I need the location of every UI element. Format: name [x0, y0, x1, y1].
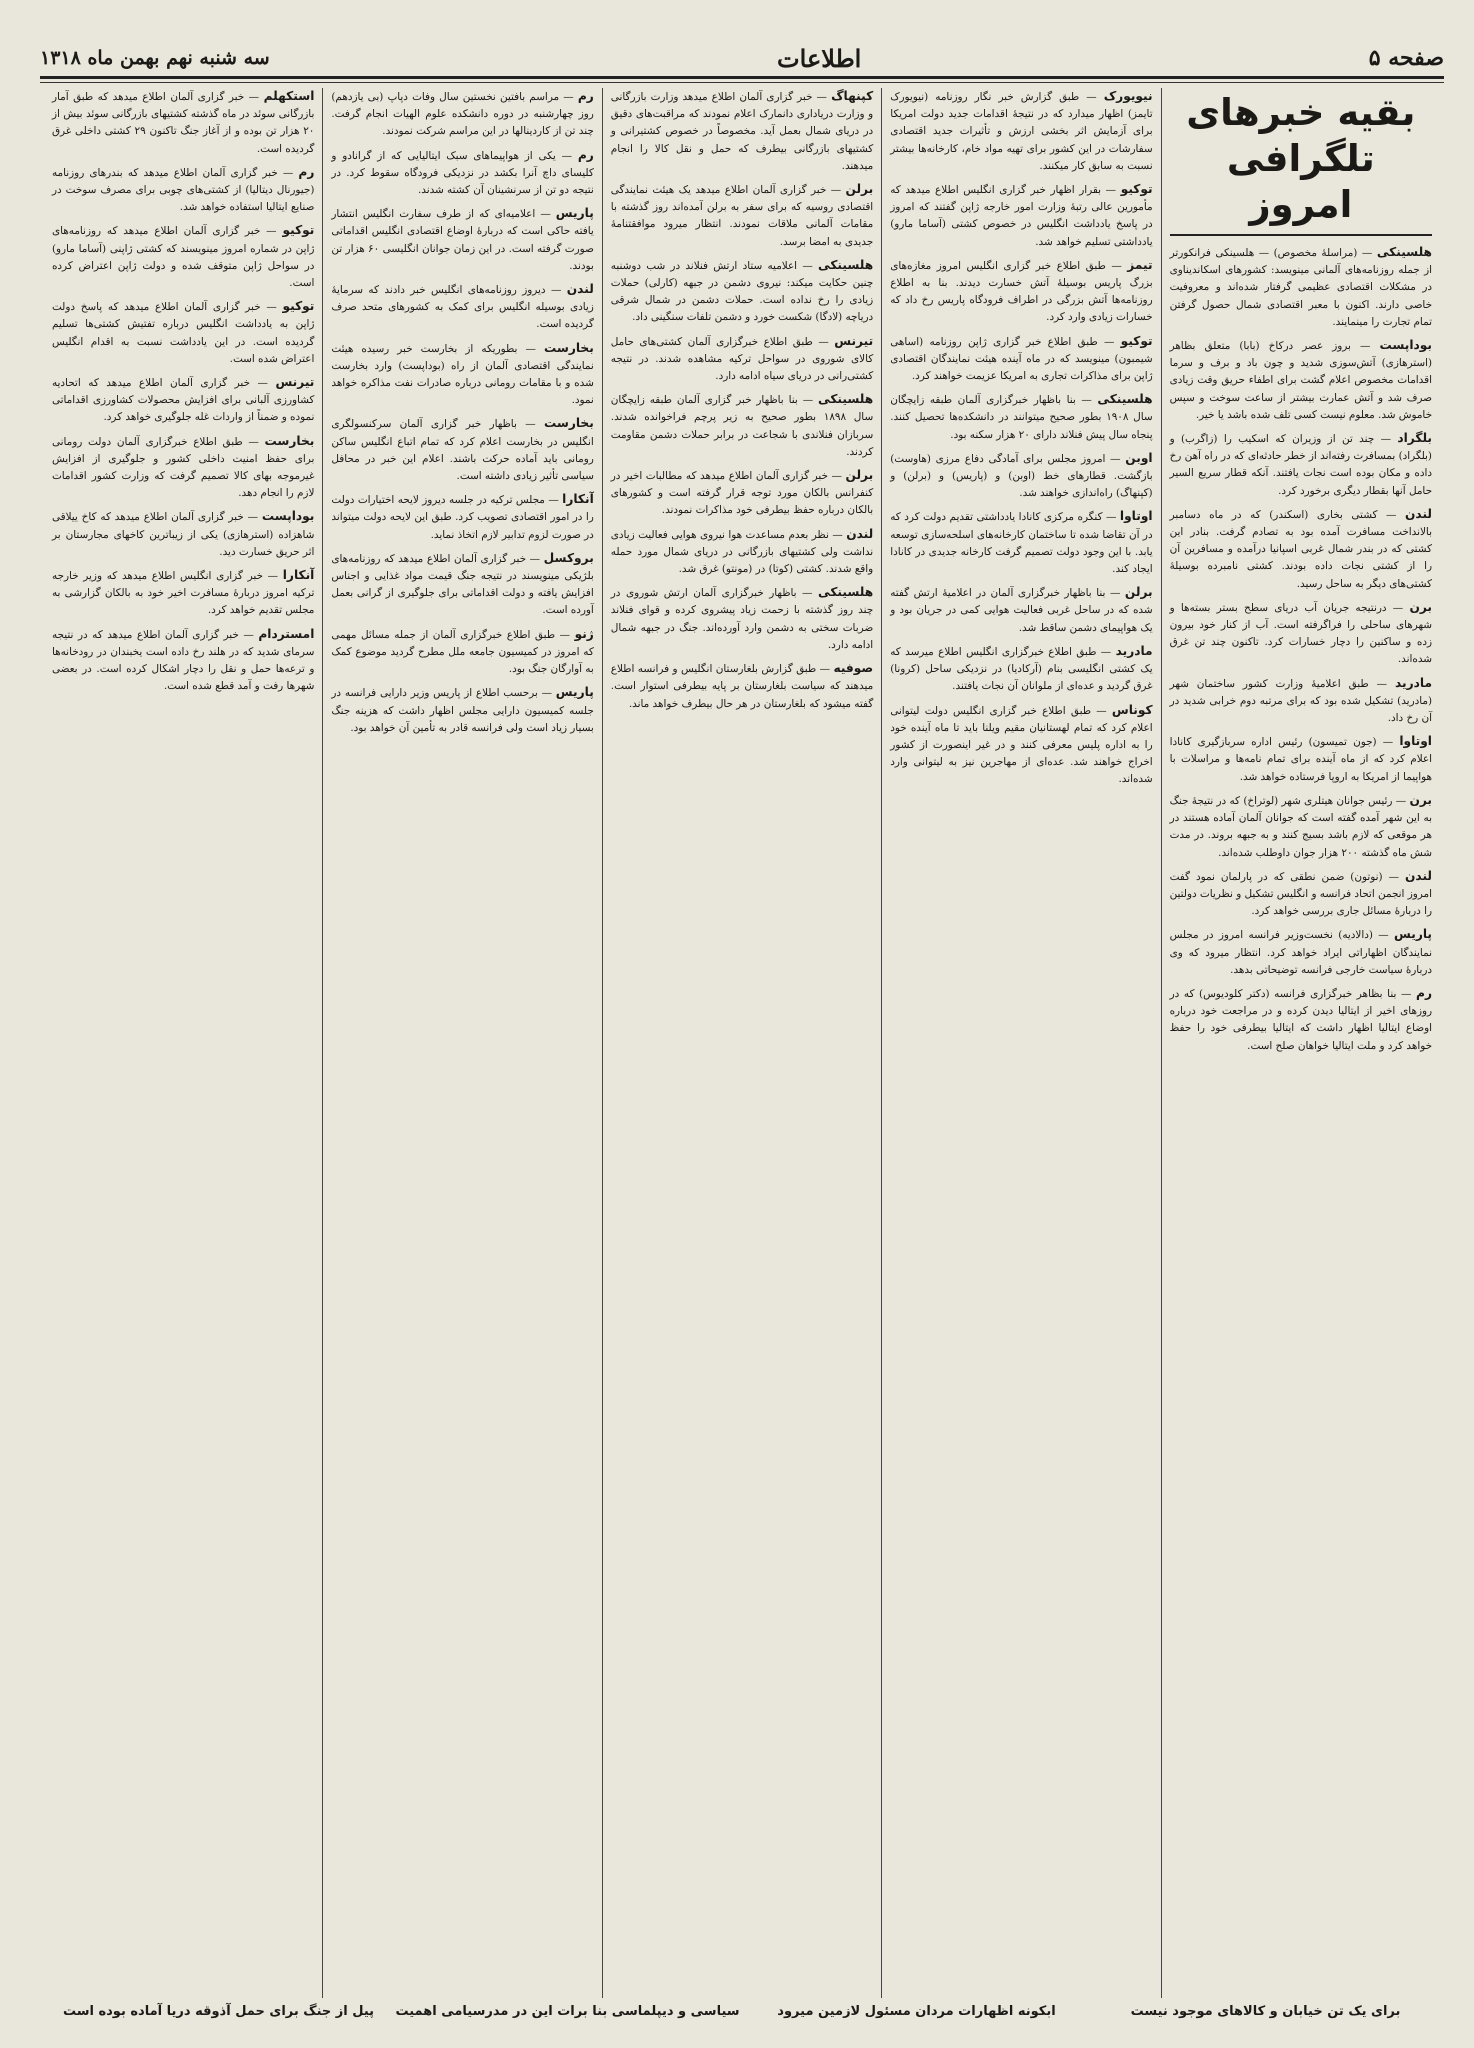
news-body: درنتیجه جریان آب دریای سطح بستر بسته‌ها و شهرهای ساحلی را فراگرفته است. آب از کنار خود بیرون زده و ساکنین را دچار خسارات کرد. تاکنون چند تن غرق شده‌اند.	[1169, 601, 1432, 666]
news-item	[1170, 675, 1432, 728]
news-body: بطوریکه از بخارست خبر رسیده هیئت نمایندگی اقتصادی آلمان از راه (بوداپست) وارد بخارست شده و با مقامات رومانی درباره صادرات نفت مذاکره خواهد نمود.	[331, 342, 594, 407]
news-body: خبر گزاری آلمان اطلاع میدهد که روزنامه‌های ژاپن در شماره امروز مینویسند که کشتی ژاپنی (آساما مارو) در سواحل ژاپن متوقف شده و دولت ژاپن اعتراض کرده است.	[51, 225, 315, 290]
dateline-separator: —	[816, 663, 834, 676]
news-body: باظهار خبر گزاری آلمان سرکنسولگری انگلیس در بخارست اعلام کرد که تمام اتباع انگلیس ساکن رومانی باید آماده حرکت باشند. اعلام این خبر در محافل سیاسی تأثیر زیادی داشته است.	[331, 418, 594, 483]
news-dateline: اوتاوا	[1399, 734, 1432, 749]
news-body: خبر گزاری آلمان اطلاع میدهد که مطالبات اخیر در کنفرانس بالکان مورد توجه قرار گرفته است و کشورهای بالکان درباره حفظ بیطرفی خود مذاکرات نمودند.	[610, 470, 874, 517]
news-dateline: امستردام	[258, 626, 315, 641]
dateline-separator: —	[526, 552, 544, 565]
news-dateline: بوداپست	[1379, 338, 1433, 353]
news-item	[890, 643, 1152, 696]
news-dateline: هلسینکی	[1376, 245, 1433, 259]
news-body: (جون تمیسون) رئیس اداره سربازگیری کانادا اعلام کرد که از ماه آینده برای تمام نامه‌ها و مراسلات با هواپیما از امریکا به اروپا فرستاده خواهد شد.	[1169, 736, 1432, 783]
news-item	[611, 257, 873, 327]
dateline-separator: —	[797, 259, 818, 272]
news-item	[1170, 506, 1432, 593]
news-body: خبر گزاری آلمان اطلاع میدهد که روزنامه‌های بلژیکی مینویسند در نتیجه جنگ قیمت مواد غذایی و اجناس افزایش یافته و دولت اقداماتی برای جلوگیری از گرانی بعمل آورده است.	[331, 552, 594, 617]
news-body: یکی از هواپیماهای سبک ایتالیایی که از گرانادو و کلیسای داچ آنرا بکشد در نزدیکی فرودگاه سقوط کرد. در نتیجه دو تن از سرنشینان آن کشته شدند.	[331, 149, 594, 197]
news-body: طبق گزارش بلغارستان انگلیس و فرانسه اطلاع میدهند که سیاست بلغارستان بر پایه بیطرفی استوار است. گفته میشود که بلغارستان در هر حال بیطرف خواهد ماند.	[610, 663, 874, 710]
news-body: چند تن از وزیران که اسکیب را (زاگرب) و (بلگراد) بمسافرت رفته‌اند از خطر حادثه‌ای که در راه آهن رخ داده و مکان بوده است نجات یافتند. آنکه قطار سریع السیر حامل آنها بقطار دیگری برخورد کرد.	[1169, 433, 1432, 497]
bottom-headline: پیل از جنگ برای حمل آذوقه دریا آماده بوده است	[62, 2004, 375, 2019]
news-item	[890, 584, 1152, 637]
dateline-separator: —	[1392, 794, 1410, 807]
news-item	[331, 147, 593, 200]
dateline-separator: —	[826, 184, 846, 197]
news-dateline: کوناس	[1111, 702, 1153, 717]
issue-date: سه شنبه نهم بهمن ماه ۱۳۱۸	[40, 47, 270, 69]
dateline-separator: —	[243, 511, 262, 524]
dateline-separator: —	[1097, 335, 1121, 348]
dateline-separator: —	[1090, 704, 1112, 717]
news-item	[611, 391, 873, 461]
news-dateline: لندن	[1405, 506, 1433, 521]
news-item	[52, 298, 314, 368]
news-dateline: اوبن	[1125, 450, 1153, 465]
news-dateline: توکیو	[282, 299, 315, 314]
dateline-separator: —	[238, 628, 259, 641]
news-body: خبر گزاری انگلیس اطلاع میدهد که وزیر خارجه ترکیه امروز دربارهٔ مسافرت اخیر خود به بالکان گزارشی به مجلس تقدیم خواهد کرد.	[51, 570, 315, 617]
news-dateline: تیمز	[1127, 257, 1153, 272]
news-body: بنا بظاهر خبرگزاری فرانسه (دکتر کلودیوس) که در روزهای اخیر از ایتالیا دیدن کرده و در مراجعت خود درباره اوضاع ایتالیا اظهار داشت که ایتالیا بیطرفی خود را حفظ خواهد کرد و ملت ایتالیا خواهان صلح است.	[1169, 987, 1432, 1052]
dateline-separator: —	[1368, 677, 1395, 690]
news-item	[52, 374, 314, 427]
dateline-separator: —	[1377, 508, 1406, 521]
news-dateline: تیرنس	[834, 333, 874, 348]
news-item	[611, 181, 873, 251]
news-item	[331, 684, 593, 737]
news-body: بنا باظهار خبر گزاری آلمان طبقه زایچگان سال ۱۸۹۸ بطور صحیح به زیر پرچم فراخوانده شدند. سربازان فنلاندی با شجاعت در برابر حملات دشمن مقاومت کردند.	[610, 394, 874, 458]
news-item	[890, 702, 1152, 789]
news-dateline: لندن	[566, 282, 594, 297]
news-item	[1170, 792, 1432, 862]
dateline-separator: —	[797, 394, 818, 407]
column-3	[602, 88, 881, 1998]
news-dateline: پاریس	[555, 206, 594, 221]
news-item	[1170, 430, 1432, 500]
bottom-headline: ابکونه اظهارات مردان مسئول لازمین میرود	[777, 2004, 1056, 2019]
news-item	[611, 660, 873, 713]
dateline-separator: —	[260, 301, 283, 314]
news-item	[890, 88, 1152, 175]
news-dateline: هلسینکی	[1097, 392, 1153, 407]
news-body: برحسب اطلاع از پاریس وزیر دارایی فرانسه در جلسه کمیسیون دارایی مجلس اظهار داشت که هزینه جنگ بسیار زیاد است ولی فرانسه قادر به تأمین آن خواهد بود.	[331, 687, 594, 734]
news-dateline: بخارست	[543, 340, 594, 355]
news-dateline: برن	[1409, 599, 1432, 614]
dateline-separator: —	[537, 687, 556, 700]
news-body: طبق اعلامیهٔ وزارت کشور ساختمان شهر (مادرید) تشکیل شده بود که برای مرتبه دوم خرابی شدید در آن رخ داد.	[1169, 677, 1432, 725]
dateline-separator: —	[249, 377, 276, 390]
news-dateline: بروکسل	[543, 550, 594, 565]
news-dateline: مادرید	[1395, 675, 1433, 690]
news-dateline: برلن	[1124, 585, 1153, 600]
column-4	[322, 88, 601, 1998]
news-body: بنا باظهار خبرگزاری آلمان در اعلامیهٔ ارتش گفته شده که در ساحل غربی فعالیت هوایی کمی در جریان بود و یک هواپیمای دشمن ساقط شد.	[890, 587, 1153, 634]
dateline-separator: —	[812, 91, 832, 103]
news-item	[52, 164, 314, 217]
news-item	[331, 281, 593, 334]
news-item	[52, 433, 314, 503]
news-body: دیروز روزنامه‌های انگلیس خبر دادند که سرمایهٔ زیادی بوسیله انگلیس برای کمک به کشورهای متحد صرف گردیده است.	[331, 284, 594, 331]
news-body: خبر گزاری آلمان اطلاع میدهد که در نتیجه سرمای شدید که در هلند رخ داده است یخبندان در رودخانه‌ها و ترعه‌ها حمل و نقل را دچار اشکال کرده است. در بعضی شهرها رفت و آمد قطع شده است.	[51, 628, 315, 693]
news-item	[611, 333, 873, 386]
news-item	[331, 550, 593, 620]
news-body: رئیس جوانان هیتلری شهر (لوتراخ) که در نتیجهٔ جنگ به این شهر آمده گفته است که جوانان آلمان آماده هستند در هر موقعی که لازم باشد بسیج کنند و به جبهه بروند. در مدت شش ماه گذشته ۲۰۰ هزار جوان داوطلب شده‌اند.	[1169, 794, 1432, 859]
section-banner: بقیه خبرهای تلگرافی امروز	[1170, 90, 1432, 236]
news-dateline: استکهلم	[263, 89, 315, 103]
dateline-separator: —	[555, 628, 575, 641]
news-body: طبق اطلاع خبرگزاری آلمان دولت رومانی برای حفظ امنیت داخلی کشور و جلوگیری از افزایش غیرموجه بهای کالا تصمیم گرفت که وزارت کشور اقدامات لازم را انجام دهد.	[51, 435, 315, 500]
news-item	[1170, 926, 1432, 979]
news-dateline: هلسینکی	[817, 257, 874, 272]
news-dateline: بلگراد	[1397, 431, 1433, 446]
news-body: طبق اطلاع خبرگزاری انگلیس اطلاع میرسد که یک کشتی انگلیسی بنام (آرکادیا) در نزدیکی ساحل (کرونا) غرق گردید و عده‌ای از ملوانان آن نجات یافتند.	[890, 645, 1153, 693]
news-item	[611, 526, 873, 579]
news-body: کشتی بخاری (اسکندر) که در ماه دسامبر بالانداخت مسافرت آمده بود به تصادم گرفت. بنادر این کشتی که در بندر شمال غربی اسپانیا درآمده و مسافرین آن را از کشتی نجات داده بودند. کشتی نامبرده بوسیلهٔ کشتی‌های دیگر به ساحل رسید.	[1169, 508, 1432, 590]
news-dateline: لندن	[1405, 868, 1432, 883]
news-body: امروز مجلس برای آمادگی دفاع مرزی (هاوست) بازگشت. قطارهای خط (اوبن) و (پاریس) و (برلن) و (کپنهاگ) راه‌اندازی خواهند شد.	[890, 452, 1153, 500]
dateline-separator: —	[1374, 433, 1398, 446]
news-body: مجلس ترکیه در جلسه دیروز لایحه اختیارات دولت را در امور اقتصادی تصویب کرد. طبق این لایحه دولت میتواند در صورت لزوم تدابیر لازم اتخاذ نماید.	[331, 494, 594, 541]
news-body: خبر گزاری آلمان اطلاع میدهد که پاسخ دولت ژاپن به یادداشت انگلیس درباره تفتیش کشتی‌ها تسلیم گردیده است. در این یادداشت نسبت به اقدام انگلیس اعتراض شده است.	[51, 301, 315, 365]
dateline-separator: —	[1396, 987, 1417, 1000]
news-dateline: اوتاوا	[1119, 509, 1153, 524]
column-1	[1161, 88, 1440, 1998]
news-body: بقرار اظهار خبر گزاری انگلیس اطلاع میدهد که مأمورین عالی رتبهٔ وزارت امور خارجه ژاپن گفتند که امروز در پاسخ یادداشت انگلیس در خصوص کشتی (آساما مارو) یادداشتی تسلیم خواهد شد.	[890, 184, 1153, 248]
news-body: طبق اطلاع خبر گزاری انگلیس دولت لیتوانی اعلام کرد که تمام لهستانیان مقیم ویلنا باید تا ماه آینده خود را به اداره پلیس معرفی کنند و در غیر اینصورت از کشور اخراج خواهند شد. عده‌ای از مهاجرین نیز به لیتوانی وارد شده‌اند.	[890, 704, 1153, 786]
news-body: خبر گزاری آلمان اطلاع میدهد یک هیئت نمایندگی اقتصادی روسیه که برای سفر به برلن آمده‌اند روز گذشته با مقامات آلمانی ملاقات نمودند. انتظار میرود موافقتنامهٔ جدیدی به امضا برسد.	[610, 184, 874, 248]
news-body: خبر گزاری آلمان اطلاع میدهد که اتحادیه کشاورزی آلبانی برای افزایش محصولات کشاورزی اقداماتی نموده و ضمناً از واردات غله جلوگیری خواهد کرد.	[51, 377, 315, 424]
news-dateline: برلن	[845, 468, 874, 483]
dateline-separator: —	[1079, 91, 1104, 103]
dateline-separator: —	[1105, 259, 1128, 272]
news-dateline: برن	[1409, 792, 1432, 807]
news-body: طبق اطلاع خبرگزاری آلمان از جمله مسائل مهمی که امروز در کمیسیون جامعه ملل مطرح گردید موضوع کمک به آوارگان جنگ بود.	[331, 628, 594, 676]
column-5	[44, 88, 322, 1998]
dateline-separator: —	[1372, 929, 1395, 942]
news-item	[611, 88, 873, 175]
news-dateline: آنکارا	[282, 568, 315, 583]
news-item	[52, 88, 314, 158]
news-dateline: لندن	[846, 526, 874, 541]
news-item	[1170, 868, 1432, 921]
bottom-headline: برای یک تن خیابان و کالاهای موجود نیست	[1130, 2004, 1401, 2019]
news-item	[890, 333, 1152, 386]
dateline-separator: —	[828, 528, 847, 541]
news-dateline: بوداپست	[261, 509, 315, 524]
news-body: اعلامیه ستاد ارتش فنلاند در شب دوشنبه چنین حکایت میکند: نیروی دشمن در جبهه (کارلی) حملات زیادی را رخ نداده است. حملات دشمن در شمال شرقی دریاچه (لادگا) شکست خورد و دشمن تلفات سنگینی داد.	[610, 259, 874, 324]
dateline-separator: —	[517, 342, 544, 355]
news-item	[52, 567, 314, 620]
news-item	[611, 467, 873, 520]
page-number: صفحه ۵	[1368, 45, 1444, 71]
news-body: بروز عصر درکاخ (بابا) متعلق بظاهر (استرهازی) آتش‌سوزی شدید و چون باد و برف و سرما اقدامات مخصوص اعلام گشت برای اطفاء حریق وقت زیادی صرف شد و آتش عمارت بیشتر از ساعت سوخت و سپس خاموش شد. معلوم نیست کسی تلف شده باشد یا خیر.	[1169, 340, 1432, 421]
news-item	[890, 391, 1152, 444]
news-item	[331, 626, 593, 679]
news-item	[52, 626, 314, 696]
news-body: خبر گزاری آلمان اطلاع میدهد که بندرهای روزنامه (جیورنال دیتالیا) از کشتی‌های چوبی برای مصرف سوخت در صنایع ایتالیا استفاده خواهد شد.	[51, 166, 315, 214]
news-item	[890, 181, 1152, 251]
dateline-separator: —	[244, 91, 264, 103]
news-item	[331, 415, 593, 485]
dateline-separator: —	[516, 418, 544, 431]
dateline-separator: —	[1101, 184, 1121, 197]
news-body: نظر بعدم مساعدت هوا نیروی هوایی فعالیت زیادی نداشت ولی کشتیهای بازرگانی در دریای شمال مورد حمله واقع شدند. کشتی (کوتا) در (مونتو) غرق شد.	[610, 528, 874, 576]
dateline-separator: —	[1382, 870, 1405, 883]
news-dateline: بخارست	[264, 433, 315, 448]
dateline-separator: —	[827, 470, 846, 483]
news-body: طبق اطلاع خبرگزاری آلمان کشتی‌های حامل کالای شوروی در سواحل ترکیه مشاهده شدند. در نتیجه کشتی‌رانی در دریای سیاه ادامه دارد.	[610, 335, 874, 383]
news-item	[890, 450, 1152, 503]
dateline-separator: —	[1376, 736, 1400, 749]
news-item	[331, 491, 593, 544]
news-dateline: کپنهاگ	[831, 89, 874, 103]
dateline-separator: —	[1350, 340, 1380, 353]
news-body: طبق اطلاع خبر گزاری انگلیس امروز مغازه‌های بزرگ پاریس بوسیلهٔ آتش خسارت دیدند. بنا به اطلاع روزنامه‌ها آتش بزرگی در اطراف فرودگاه پاریس رخ داد که خسارات زیادی وارد کرد.	[890, 259, 1153, 324]
news-item	[890, 257, 1152, 327]
dateline-separator: —	[1357, 247, 1377, 259]
news-dateline: برلن	[845, 182, 874, 197]
newspaper-title: اطلاعات	[777, 43, 862, 73]
news-dateline: رم	[1416, 985, 1432, 1000]
news-dateline: رم	[577, 147, 594, 162]
news-body: خبر گزاری آلمان اطلاع میدهد که طبق آمار بازرگانی سوئد در ماه گذشته کشتیهای بازرگانی سوئد بیش از ۲۰ هزار تن بوده و از آغاز جنگ تاکنون ۲۹ کشتی داخلی غرق گردیده است.	[51, 91, 315, 155]
news-dateline: رم	[577, 89, 594, 103]
news-item	[331, 205, 593, 275]
news-dateline: توکیو	[1120, 182, 1153, 197]
dateline-separator: —	[260, 225, 283, 238]
news-dateline: نیویورک	[1103, 89, 1153, 103]
news-item	[52, 508, 314, 561]
news-item	[331, 88, 593, 141]
news-item	[1170, 985, 1432, 1055]
news-item	[611, 584, 873, 654]
news-body: طبق اطلاع خبر گزاری ژاپن روزنامه (اساهی شیمبون) مینویسد که در ماه آینده هیئت نمایندگان اقتصادی ژاپن برای مذاکرات تجاری به امریکا عزیمت خواهند کرد.	[890, 335, 1153, 383]
dateline-separator: —	[277, 166, 299, 179]
news-body: طبق گزارش خبر نگار روزنامه (نیویورک تایمز) اظهار میدارد که در نتیجهٔ اقدامات جدید دولت امریکا برای آزمایش اثر بخشی ارزش و تأثیرات جدید اقتصادی سفارشات در این کشور برای تهیه مواد خام، کارخانه‌ها بیشتر نسبت به سابق کار میکنند.	[890, 91, 1153, 172]
news-dateline: تیرنس	[275, 375, 315, 390]
masthead-rule	[40, 82, 1444, 83]
dateline-separator: —	[545, 284, 567, 297]
bottom-headline: سیاسی و دیپلماسی بنا برات این در مدرسیامی اهمیت	[395, 2004, 740, 2019]
dateline-separator: —	[555, 149, 578, 162]
columns	[44, 88, 1440, 1998]
news-dateline: هلسینکی	[817, 392, 874, 407]
news-body: (دالادیه) نخست‌وزیر فرانسه امروز در مجلس نمایندگان اظهاراتی ایراد خواهد کرد. انتظار میرود که وی دربارهٔ سیاست خارجی فرانسه توضیحاتی بدهد.	[1169, 929, 1432, 976]
news-body: اعلامیه‌ای که از طرف سفارت انگلیس انتشار یافته حاکی است که دربارهٔ اوضاع اقتصادی انگلیس اقداماتی صورت گرفته است. در این زمان جوانان انگلیسی ۶۰ هزار تن بودند.	[331, 208, 594, 272]
news-body: خبر گزاری آلمان اطلاع میدهد وزارت بازرگانی و وزارت دریاداری دانمارک اعلام نمودند که مراقبت‌های دقیق در دریای شمال بعمل آید. مخصوصاً در خصوص کشتیرانی و کشتیهای بازرگانی بیطرف که حمل و نقل کالا را انجام میدهند.	[610, 91, 874, 172]
news-item	[1170, 244, 1432, 331]
dateline-separator: —	[1386, 601, 1410, 614]
news-body: کنگره مرکزی کانادا یادداشتی تقدیم دولت کرد که در آن تقاضا شده تا ساختمان کارخانه‌های اسلحه‌سازی توسعه یابد. با این وجود دولت تصمیم گرفت کارخانه جدیدی در کانادا ایجاد کند.	[890, 511, 1153, 576]
news-dateline: صوفیه	[833, 661, 874, 676]
news-dateline: پاریس	[555, 685, 594, 700]
news-body: باظهار خبرگزاری آلمان ارتش شوروی در چند روز گذشته با زحمت زیاد پیشروی کرده و قوای فنلاند ضربات سختی به دشمن وارد آورده‌اند. جنگ در جبهه شمال ادامه دارد.	[610, 587, 874, 651]
dateline-separator: —	[1102, 511, 1120, 524]
dateline-separator: —	[544, 494, 563, 507]
dateline-separator: —	[1096, 645, 1116, 658]
news-dateline: آنکارا	[562, 492, 594, 507]
news-item	[1170, 733, 1432, 786]
news-body: (مراسلهٔ مخصوص) — هلسینکی فرانکورتر از جمله روزنامه‌های آلمانی مینویسد: کشورهای اسکاندیناوی در مشکلات اقتصادی عظیمی گرفتار شده‌اند و معروفیت خاصی دارند. اکنون با معبر اقتصادی شمال حصول گرفتن تمام تجارت را مینمایند.	[1169, 247, 1432, 328]
news-body: مراسم بافتین نخستین سال وفات دپاپ (بی یازدهم) روز چهارشنبه در دوره دانشکده علوم الهیات انجام گرفت. چند تن از کاردینالها در این مراسم شرکت نمودند.	[331, 91, 594, 138]
column-2	[881, 88, 1160, 1998]
bottom-headlines	[44, 2004, 1440, 2030]
dateline-separator: —	[1075, 394, 1098, 407]
news-dateline: توکیو	[282, 223, 315, 238]
news-body: (نوتون) ضمن نطقی که در پارلمان نمود گفت امروز انجمن اتحاد فرانسه و انگلیس تشکیل و نظریات دولتین را دربارهٔ مسائل جاری بررسی خواهد کرد.	[1169, 870, 1432, 918]
news-dateline: ژنو	[574, 626, 594, 641]
masthead	[40, 40, 1444, 79]
news-dateline: بخارست	[543, 416, 594, 431]
dateline-separator: —	[1105, 587, 1125, 600]
news-body: بنا باظهار خبرگزاری آلمان طبقه زایچگان سال ۱۹۰۸ بطور صحیح میتوانند در دانشکده‌ها تحصیل کنند. پنجاه سال پیش فنلاند دارای ۲۰ هزار سکنه بود.	[890, 394, 1153, 441]
dateline-separator: —	[1105, 452, 1126, 465]
news-item	[890, 508, 1152, 578]
news-dateline: رم	[298, 164, 315, 179]
dateline-separator: —	[535, 208, 556, 221]
dateline-separator: —	[559, 91, 578, 103]
dateline-separator: —	[242, 435, 265, 448]
dateline-separator: —	[812, 335, 835, 348]
news-item	[1170, 599, 1432, 669]
news-dateline: توکیو	[1120, 333, 1153, 348]
news-dateline: پاریس	[1394, 927, 1432, 942]
news-body: خبر گزاری آلمان اطلاع میدهد که کاخ ییلاقی شاهزاده (استرهازی) یکی از زیباترین کاخهای مجارستان بر اثر حریق خسارت دید.	[51, 511, 315, 558]
dateline-separator: —	[796, 587, 818, 600]
news-dateline: هلسینکی	[817, 585, 874, 600]
dateline-separator: —	[262, 570, 283, 583]
news-item	[1170, 337, 1432, 424]
news-dateline: مادرید	[1115, 643, 1153, 658]
news-item	[331, 340, 593, 410]
news-item	[52, 222, 314, 292]
